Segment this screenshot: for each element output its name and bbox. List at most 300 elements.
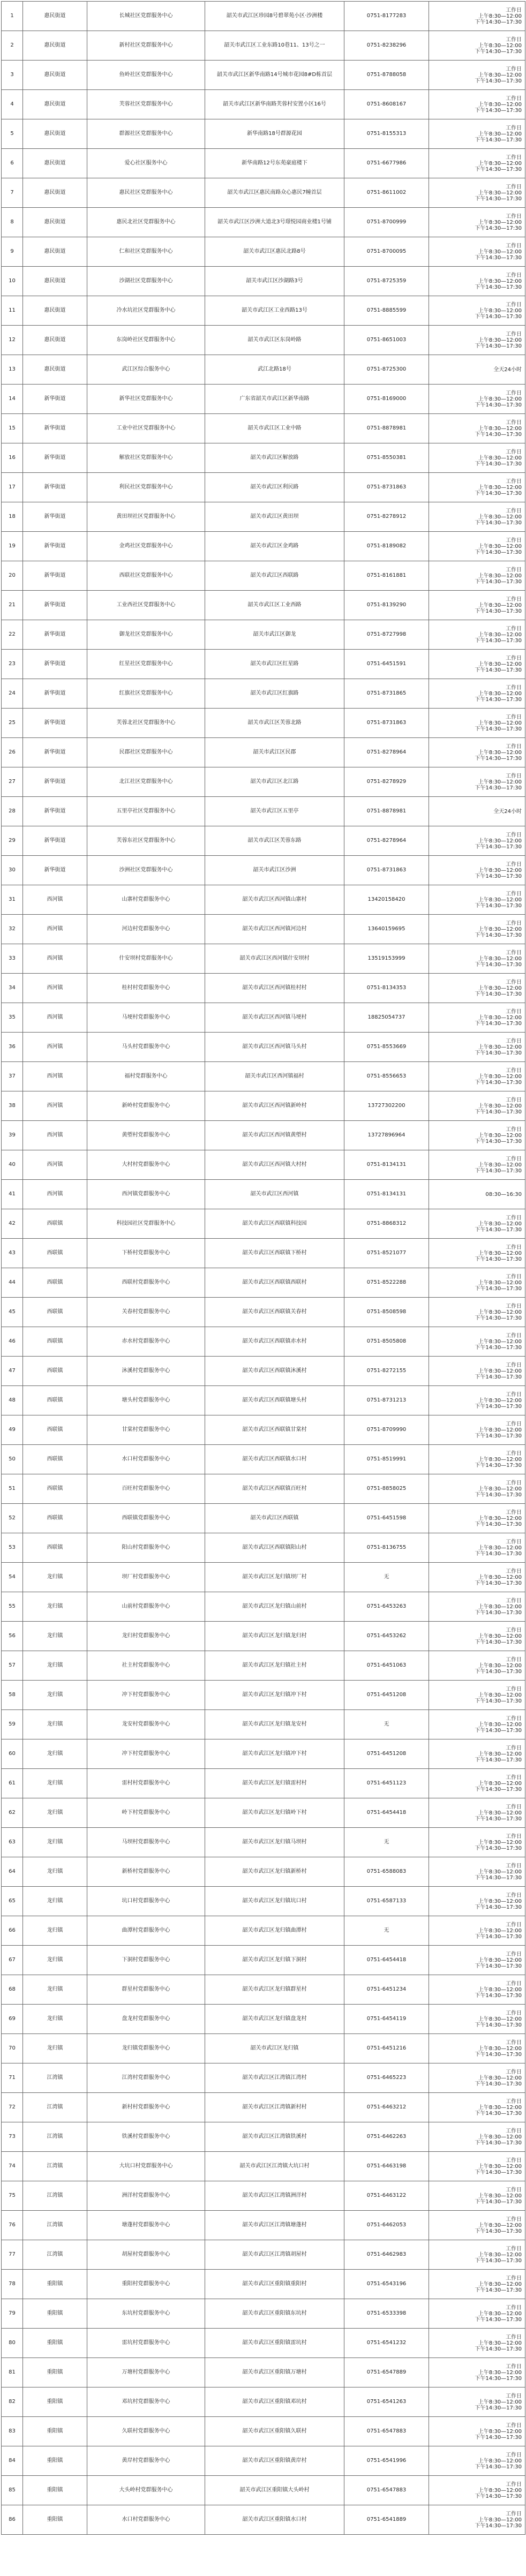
hours-cell bbox=[429, 2505, 525, 2535]
address-cell: 韶关市武江区红星路 bbox=[205, 650, 344, 679]
hours-line: 下午14:30—17:30 bbox=[475, 1462, 522, 1468]
table-row bbox=[2, 2240, 525, 2270]
table-row bbox=[2, 149, 525, 178]
center-name-cell: 下桥村党群服务中心 bbox=[87, 1239, 205, 1268]
phone-cell: 0751-8731213 bbox=[344, 1386, 429, 1415]
hours-cell bbox=[429, 2446, 525, 2476]
hours-line: 下午14:30—17:30 bbox=[475, 696, 522, 703]
hours-line: 下午14:30—17:30 bbox=[475, 637, 522, 644]
hours-line: 工作日 bbox=[506, 1391, 522, 1398]
address-cell: 韶关市武江区西联镇塘头村 bbox=[205, 1386, 344, 1415]
phone-cell: 0751-6465223 bbox=[344, 2063, 429, 2093]
service-center-table bbox=[1, 1, 525, 2535]
street-cell: 西联镇 bbox=[23, 1209, 87, 1239]
phone-cell: 0751-8878981 bbox=[344, 414, 429, 443]
table-row bbox=[2, 90, 525, 119]
phone-cell: 0751-8868312 bbox=[344, 1209, 429, 1239]
address-cell: 韶关市武江区江湾镇胡屋村 bbox=[205, 2240, 344, 2270]
street-cell: 惠民街道 bbox=[23, 90, 87, 119]
phone-cell: 0751-6454119 bbox=[344, 2005, 429, 2034]
hours-line: 工作日 bbox=[506, 1627, 522, 1633]
table-row bbox=[2, 1150, 525, 1180]
center-name-cell: 红星社区党群服务中心 bbox=[87, 650, 205, 679]
table-row bbox=[2, 1327, 525, 1357]
center-name-cell: 解放社区党群服务中心 bbox=[87, 443, 205, 473]
hours-line: 工作日 bbox=[506, 1067, 522, 1074]
hours-line: 下午14:30—17:30 bbox=[475, 1933, 522, 1940]
table-row bbox=[2, 414, 525, 443]
hours-line: 下午14:30—17:30 bbox=[475, 1285, 522, 1292]
street-cell: 龙归镇 bbox=[23, 1563, 87, 1592]
hours-line: 工作日 bbox=[506, 66, 522, 72]
table-row bbox=[2, 1622, 525, 1651]
center-name-cell: 惠民北社区党群服务中心 bbox=[87, 208, 205, 237]
address-cell: 韶关市武江区五里亭 bbox=[205, 797, 344, 826]
hours-cell bbox=[429, 2476, 525, 2505]
phone-cell: 0751-6587133 bbox=[344, 1887, 429, 1916]
row-number: 38 bbox=[2, 1091, 23, 1121]
hours-line: 工作日 bbox=[506, 2039, 522, 2046]
hours-line: 工作日 bbox=[506, 1421, 522, 1427]
hours-cell bbox=[429, 738, 525, 767]
center-name-cell: 塘头村党群服务中心 bbox=[87, 1386, 205, 1415]
row-number: 16 bbox=[2, 443, 23, 473]
hours-cell bbox=[429, 178, 525, 208]
hours-line: 下午14:30—17:30 bbox=[475, 2198, 522, 2205]
hours-line: 下午14:30—17:30 bbox=[475, 873, 522, 879]
hours-line: 工作日 bbox=[506, 1303, 522, 1309]
hours-cell bbox=[429, 1091, 525, 1121]
hours-line: 上午8:30—12:00 bbox=[478, 1927, 522, 1934]
street-cell: 龙归镇 bbox=[23, 1916, 87, 1946]
center-name-cell: 工业中社区党群服务中心 bbox=[87, 414, 205, 443]
hours-cell bbox=[429, 1327, 525, 1357]
hours-line: 下午14:30—17:30 bbox=[475, 225, 522, 231]
phone-cell: 0751-8519991 bbox=[344, 1445, 429, 1474]
table-row bbox=[2, 385, 525, 414]
phone-cell: 0751-8522288 bbox=[344, 1268, 429, 1298]
center-name-cell: 山寨村党群服务中心 bbox=[87, 885, 205, 915]
street-cell: 西河镇 bbox=[23, 974, 87, 1003]
phone-cell: 13727302200 bbox=[344, 1091, 429, 1121]
phone-cell: 0751-6677986 bbox=[344, 149, 429, 178]
row-number: 67 bbox=[2, 1946, 23, 1975]
hours-line: 工作日 bbox=[506, 1656, 522, 1663]
hours-line: 下午14:30—17:30 bbox=[475, 1904, 522, 1910]
row-number: 22 bbox=[2, 620, 23, 650]
street-cell: 新华街道 bbox=[23, 414, 87, 443]
hours-cell bbox=[429, 974, 525, 1003]
hours-line: 工作日 bbox=[506, 861, 522, 868]
center-name-cell: 百旺村党群服务中心 bbox=[87, 1474, 205, 1504]
phone-cell: 0751-6451234 bbox=[344, 1975, 429, 2005]
hours-cell bbox=[429, 502, 525, 532]
hours-cell bbox=[429, 1268, 525, 1298]
street-cell: 西河镇 bbox=[23, 915, 87, 944]
address-cell: 韶关市武江区重阳镇黄岸村 bbox=[205, 2446, 344, 2476]
hours-line: 上午8:30—12:00 bbox=[478, 248, 522, 255]
table-row bbox=[2, 944, 525, 974]
hours-line: 下午14:30—17:30 bbox=[475, 608, 522, 614]
row-number: 78 bbox=[2, 2270, 23, 2299]
table-row bbox=[2, 767, 525, 797]
hours-line: 全天24小时 bbox=[493, 366, 522, 373]
address-cell: 韶关市武江区重阳镇东坑村 bbox=[205, 2299, 344, 2329]
table-row bbox=[2, 1121, 525, 1150]
hours-cell bbox=[429, 414, 525, 443]
phone-cell: 0751-8725300 bbox=[344, 355, 429, 385]
hours-line: 上午8:30—12:00 bbox=[478, 72, 522, 78]
hours-line: 上午8:30—12:00 bbox=[478, 1427, 522, 1433]
phone-cell: 0751-8278929 bbox=[344, 767, 429, 797]
street-cell: 新华街道 bbox=[23, 650, 87, 679]
center-name-cell: 新岭村党群服务中心 bbox=[87, 1091, 205, 1121]
table-row bbox=[2, 119, 525, 149]
street-cell: 惠民街道 bbox=[23, 2, 87, 31]
row-number: 86 bbox=[2, 2505, 23, 2535]
center-name-cell: 大头岭村党群服务中心 bbox=[87, 2476, 205, 2505]
center-name-cell: 冷水坑社区党群服务中心 bbox=[87, 296, 205, 326]
street-cell: 西联镇 bbox=[23, 1357, 87, 1386]
phone-cell: 无 bbox=[344, 1916, 429, 1946]
hours-line: 上午8:30—12:00 bbox=[478, 1869, 522, 1875]
street-cell: 西河镇 bbox=[23, 1091, 87, 1121]
hours-line: 上午8:30—12:00 bbox=[478, 131, 522, 137]
hours-line: 工作日 bbox=[506, 184, 522, 190]
table-row bbox=[2, 1651, 525, 1681]
phone-cell: 13519153999 bbox=[344, 944, 429, 974]
row-number: 81 bbox=[2, 2358, 23, 2387]
hours-line: 工作日 bbox=[506, 2422, 522, 2429]
hours-line: 下午14:30—17:30 bbox=[475, 1079, 522, 1086]
center-name-cell: 爱心社区服务中心 bbox=[87, 149, 205, 178]
hours-cell bbox=[429, 1798, 525, 1828]
hours-line: 上午8:30—12:00 bbox=[478, 720, 522, 726]
center-name-cell: 什安坝村党群服务中心 bbox=[87, 944, 205, 974]
hours-cell bbox=[429, 532, 525, 561]
hours-line: 上午8:30—12:00 bbox=[478, 2310, 522, 2317]
hours-cell bbox=[429, 1180, 525, 1209]
phone-cell: 0751-6543196 bbox=[344, 2270, 429, 2299]
hours-line: 下午14:30—17:30 bbox=[475, 785, 522, 791]
table-row bbox=[2, 679, 525, 709]
table-row bbox=[2, 1857, 525, 1887]
hours-line: 上午8:30—12:00 bbox=[478, 749, 522, 756]
hours-line: 下午14:30—17:30 bbox=[475, 1492, 522, 1498]
phone-cell: 0751-6451208 bbox=[344, 1739, 429, 1769]
hours-cell bbox=[429, 2358, 525, 2387]
row-number: 35 bbox=[2, 1003, 23, 1033]
hours-line: 下午14:30—17:30 bbox=[475, 2493, 522, 2499]
hours-line: 上午8:30—12:00 bbox=[478, 573, 522, 579]
street-cell: 江湾镇 bbox=[23, 2152, 87, 2181]
table-row bbox=[2, 1946, 525, 1975]
address-cell: 韶关市武江区龙归镇龙安村 bbox=[205, 1710, 344, 1739]
phone-cell: 0751-8727998 bbox=[344, 620, 429, 650]
table-row bbox=[2, 1180, 525, 1209]
street-cell: 西联镇 bbox=[23, 1445, 87, 1474]
hours-cell bbox=[429, 826, 525, 856]
hours-cell bbox=[429, 1739, 525, 1769]
center-name-cell: 新桥村党群服务中心 bbox=[87, 1857, 205, 1887]
hours-line: 下午14:30—17:30 bbox=[475, 1550, 522, 1557]
address-cell: 韶关市武江区惠民北路8号 bbox=[205, 237, 344, 267]
hours-line: 工作日 bbox=[506, 1008, 522, 1015]
table-row bbox=[2, 915, 525, 944]
hours-line: 下午14:30—17:30 bbox=[475, 1020, 522, 1027]
hours-cell bbox=[429, 1062, 525, 1091]
hours-cell bbox=[429, 1887, 525, 1916]
center-name-cell: 冲下村党群服务中心 bbox=[87, 1739, 205, 1769]
street-cell: 江湾镇 bbox=[23, 2181, 87, 2211]
hours-cell bbox=[429, 1975, 525, 2005]
phone-cell: 0751-8611002 bbox=[344, 178, 429, 208]
hours-cell bbox=[429, 797, 525, 826]
hours-line: 下午14:30—17:30 bbox=[475, 1521, 522, 1527]
row-number: 49 bbox=[2, 1415, 23, 1445]
hours-line: 下午14:30—17:30 bbox=[475, 2081, 522, 2087]
table-row bbox=[2, 1533, 525, 1563]
phone-cell: 0751-8731863 bbox=[344, 473, 429, 502]
center-name-cell: 西联社区党群服务中心 bbox=[87, 561, 205, 591]
hours-line: 工作日 bbox=[506, 419, 522, 426]
row-number: 40 bbox=[2, 1150, 23, 1180]
hours-line: 上午8:30—12:00 bbox=[478, 1603, 522, 1610]
phone-cell: 0751-6451208 bbox=[344, 1681, 429, 1710]
row-number: 77 bbox=[2, 2240, 23, 2270]
row-number: 62 bbox=[2, 1798, 23, 1828]
street-cell: 西河镇 bbox=[23, 1062, 87, 1091]
hours-line: 上午8:30—12:00 bbox=[478, 425, 522, 432]
table-row bbox=[2, 61, 525, 90]
hours-line: 上午8:30—12:00 bbox=[478, 2193, 522, 2199]
center-name-cell: 桂村村党群服务中心 bbox=[87, 974, 205, 1003]
hours-line: 工作日 bbox=[506, 1686, 522, 1692]
street-cell: 新华街道 bbox=[23, 561, 87, 591]
hours-line: 下午14:30—17:30 bbox=[475, 166, 522, 172]
center-name-cell: 御龙社区党群服务中心 bbox=[87, 620, 205, 650]
hours-cell bbox=[429, 2299, 525, 2329]
address-cell: 韶关市武江区西联路 bbox=[205, 561, 344, 591]
address-cell: 韶关市武江区西河镇福村 bbox=[205, 1062, 344, 1091]
address-cell: 韶关市武江区西联镇阳山村 bbox=[205, 1533, 344, 1563]
row-number: 52 bbox=[2, 1504, 23, 1533]
hours-line: 上午8:30—12:00 bbox=[478, 484, 522, 491]
hours-line: 工作日 bbox=[506, 2275, 522, 2281]
hours-line: 下午14:30—17:30 bbox=[475, 667, 522, 673]
hours-line: 上午8:30—12:00 bbox=[478, 396, 522, 402]
center-name-cell: 西联村党群服务中心 bbox=[87, 1268, 205, 1298]
phone-cell: 0751-8788058 bbox=[344, 61, 429, 90]
hours-cell bbox=[429, 2417, 525, 2446]
phone-cell: 0751-8731863 bbox=[344, 856, 429, 885]
address-cell: 韶关市武江区西河镇黄塱村 bbox=[205, 1121, 344, 1150]
phone-cell: 0751-6453263 bbox=[344, 1592, 429, 1622]
street-cell: 重阳镇 bbox=[23, 2299, 87, 2329]
street-cell: 西联镇 bbox=[23, 1327, 87, 1357]
address-cell: 韶关市武江区西联镇 bbox=[205, 1504, 344, 1533]
phone-cell: 0751-6451063 bbox=[344, 1651, 429, 1681]
table-row bbox=[2, 1828, 525, 1857]
street-cell: 重阳镇 bbox=[23, 2358, 87, 2387]
hours-line: 上午8:30—12:00 bbox=[478, 2163, 522, 2170]
table-row bbox=[2, 1386, 525, 1415]
hours-line: 上午8:30—12:00 bbox=[478, 1751, 522, 1757]
address-cell: 韶关市武江区西河镇马埂村 bbox=[205, 1003, 344, 1033]
hours-line: 上午8:30—12:00 bbox=[478, 2134, 522, 2140]
street-cell: 西联镇 bbox=[23, 1474, 87, 1504]
street-cell: 惠民街道 bbox=[23, 178, 87, 208]
center-name-cell: 赤水村党群服务中心 bbox=[87, 1327, 205, 1357]
hours-line: 工作日 bbox=[506, 920, 522, 927]
hours-line: 08:30—16:30 bbox=[485, 1191, 522, 1197]
hours-cell bbox=[429, 2122, 525, 2152]
hours-cell bbox=[429, 1504, 525, 1533]
address-cell: 韶关市武江区江湾镇大坑口村 bbox=[205, 2152, 344, 2181]
center-name-cell: 水口村党群服务中心 bbox=[87, 2505, 205, 2535]
hours-cell bbox=[429, 61, 525, 90]
hours-line: 工作日 bbox=[506, 1156, 522, 1162]
hours-line: 下午14:30—17:30 bbox=[475, 2464, 522, 2470]
row-number: 31 bbox=[2, 885, 23, 915]
address-cell: 韶关市武江区新华南路芙蓉村安置小区16号 bbox=[205, 90, 344, 119]
hours-line: 下午14:30—17:30 bbox=[475, 78, 522, 84]
phone-cell: 无 bbox=[344, 1563, 429, 1592]
row-number: 85 bbox=[2, 2476, 23, 2505]
hours-cell bbox=[429, 296, 525, 326]
hours-line: 上午8:30—12:00 bbox=[478, 1545, 522, 1551]
address-cell: 韶关市武江区民郡 bbox=[205, 738, 344, 767]
phone-cell: 0751-8731863 bbox=[344, 709, 429, 738]
address-cell: 韶关市武江区江湾镇塘蓬村 bbox=[205, 2211, 344, 2240]
hours-cell bbox=[429, 355, 525, 385]
street-cell: 新华街道 bbox=[23, 679, 87, 709]
hours-line: 下午14:30—17:30 bbox=[475, 2022, 522, 2028]
hours-line: 工作日 bbox=[506, 1332, 522, 1339]
center-name-cell: 塘蓬村党群服务中心 bbox=[87, 2211, 205, 2240]
row-number: 65 bbox=[2, 1887, 23, 1916]
row-number: 41 bbox=[2, 1180, 23, 1209]
hours-cell bbox=[429, 1563, 525, 1592]
hours-line: 工作日 bbox=[506, 2010, 522, 2016]
phone-cell: 0751-6541232 bbox=[344, 2329, 429, 2358]
hours-line: 工作日 bbox=[506, 2098, 522, 2105]
address-cell: 新华南路18号群源花园 bbox=[205, 119, 344, 149]
row-number: 36 bbox=[2, 1033, 23, 1062]
table-row bbox=[2, 443, 525, 473]
hours-cell bbox=[429, 443, 525, 473]
table-row bbox=[2, 1209, 525, 1239]
street-cell: 重阳镇 bbox=[23, 2417, 87, 2446]
table-row bbox=[2, 1769, 525, 1798]
phone-cell: 0751-6541996 bbox=[344, 2446, 429, 2476]
row-number: 30 bbox=[2, 856, 23, 885]
phone-cell: 0751-8278964 bbox=[344, 826, 429, 856]
table-row bbox=[2, 1357, 525, 1386]
phone-cell: 0751-8725359 bbox=[344, 267, 429, 296]
hours-line: 下午14:30—17:30 bbox=[475, 1698, 522, 1704]
phone-cell: 0751-8278964 bbox=[344, 738, 429, 767]
hours-line: 工作日 bbox=[506, 684, 522, 691]
phone-cell: 0751-8278912 bbox=[344, 502, 429, 532]
hours-line: 下午14:30—17:30 bbox=[475, 1050, 522, 1056]
address-cell: 韶关市武江区利民路 bbox=[205, 473, 344, 502]
address-cell: 韶关市武江区沙洲大道北3号璟悦园商业楼1号铺 bbox=[205, 208, 344, 237]
street-cell: 西联镇 bbox=[23, 1239, 87, 1268]
row-number: 28 bbox=[2, 797, 23, 826]
hours-line: 工作日 bbox=[506, 1745, 522, 1751]
address-cell: 韶关市武江区龙归镇盘龙村 bbox=[205, 2005, 344, 2034]
row-number: 61 bbox=[2, 1769, 23, 1798]
row-number: 9 bbox=[2, 237, 23, 267]
table-row bbox=[2, 1504, 525, 1533]
table-row bbox=[2, 31, 525, 61]
hours-line: 下午14:30—17:30 bbox=[475, 48, 522, 55]
hours-line: 工作日 bbox=[506, 2157, 522, 2164]
hours-line: 工作日 bbox=[506, 1922, 522, 1928]
phone-cell: 13640159695 bbox=[344, 915, 429, 944]
street-cell: 惠民街道 bbox=[23, 31, 87, 61]
row-number: 26 bbox=[2, 738, 23, 767]
hours-line: 下午14:30—17:30 bbox=[475, 461, 522, 467]
center-name-cell: 雷坑村党群服务中心 bbox=[87, 2329, 205, 2358]
street-cell: 新华街道 bbox=[23, 532, 87, 561]
hours-line: 工作日 bbox=[506, 1509, 522, 1516]
hours-line: 工作日 bbox=[506, 1598, 522, 1604]
street-cell: 西联镇 bbox=[23, 1268, 87, 1298]
address-cell: 韶关市武江区重阳镇重阳村 bbox=[205, 2270, 344, 2299]
center-name-cell: 洲洋村党群服务中心 bbox=[87, 2181, 205, 2211]
address-cell: 韶关市武江区西河镇河边村 bbox=[205, 915, 344, 944]
row-number: 66 bbox=[2, 1916, 23, 1946]
hours-line: 工作日 bbox=[506, 2393, 522, 2399]
table-row bbox=[2, 1681, 525, 1710]
hours-line: 工作日 bbox=[506, 154, 522, 161]
hours-line: 下午14:30—17:30 bbox=[475, 284, 522, 290]
row-number: 74 bbox=[2, 2152, 23, 2181]
address-cell: 韶关市武江区重阳镇大头岭村 bbox=[205, 2476, 344, 2505]
street-cell: 新华街道 bbox=[23, 767, 87, 797]
hours-cell bbox=[429, 2211, 525, 2240]
address-cell: 韶关市武江区工业东路10巷11、13号之一 bbox=[205, 31, 344, 61]
row-number: 6 bbox=[2, 149, 23, 178]
hours-line: 上午8:30—12:00 bbox=[478, 455, 522, 461]
hours-line: 工作日 bbox=[506, 36, 522, 43]
hours-cell bbox=[429, 1415, 525, 1445]
table-row bbox=[2, 1739, 525, 1769]
hours-cell bbox=[429, 385, 525, 414]
address-cell: 韶关市武江区西联镇甘棠村 bbox=[205, 1415, 344, 1445]
row-number: 54 bbox=[2, 1563, 23, 1592]
hours-line: 工作日 bbox=[506, 331, 522, 337]
hours-line: 上午8:30—12:00 bbox=[478, 926, 522, 932]
row-number: 11 bbox=[2, 296, 23, 326]
street-cell: 龙归镇 bbox=[23, 1975, 87, 2005]
row-number: 43 bbox=[2, 1239, 23, 1268]
table-row bbox=[2, 2034, 525, 2063]
hours-line: 工作日 bbox=[506, 2246, 522, 2252]
hours-line: 下午14:30—17:30 bbox=[475, 2051, 522, 2058]
street-cell: 江湾镇 bbox=[23, 2093, 87, 2122]
hours-cell bbox=[429, 2240, 525, 2270]
street-cell: 重阳镇 bbox=[23, 2329, 87, 2358]
row-number: 27 bbox=[2, 767, 23, 797]
address-cell: 韶关市武江区龙归镇坝厂村 bbox=[205, 1563, 344, 1592]
hours-line: 下午14:30—17:30 bbox=[475, 1874, 522, 1881]
table-row bbox=[2, 1916, 525, 1946]
street-cell: 重阳镇 bbox=[23, 2505, 87, 2535]
street-cell: 重阳镇 bbox=[23, 2476, 87, 2505]
